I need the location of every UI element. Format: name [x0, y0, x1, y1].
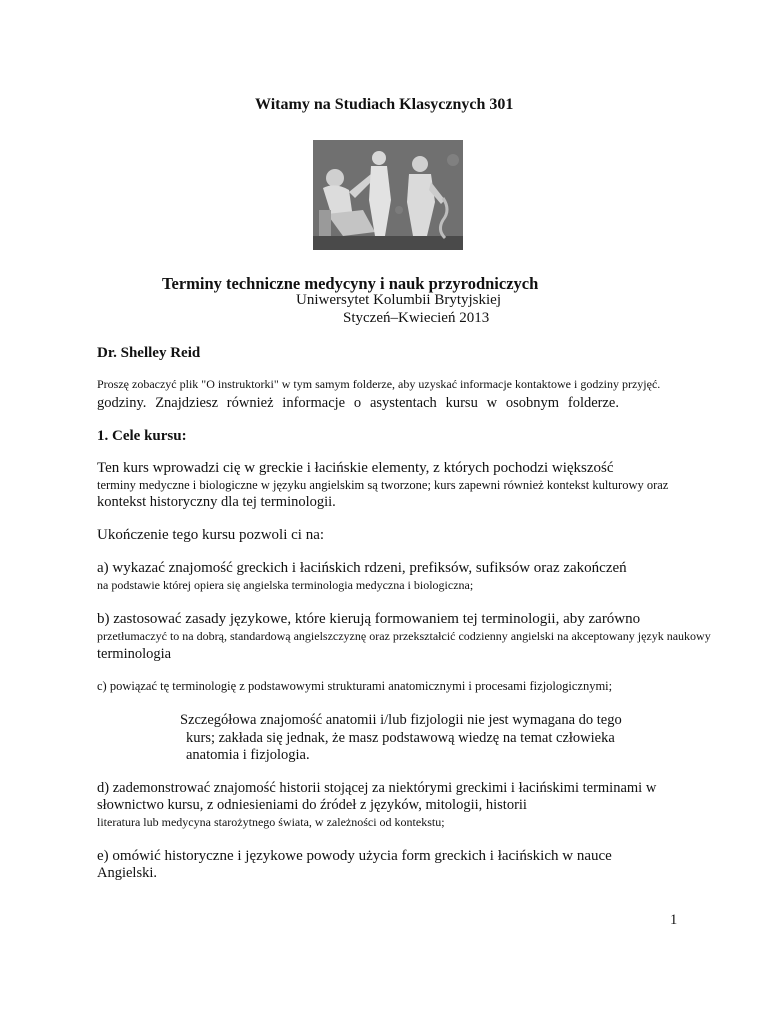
- intro-line1: Ten kurs wprowadzi cię w greckie i łacińskie elementy, z których pochodzi większość: [97, 460, 614, 476]
- relief-illustration: [313, 140, 463, 250]
- course-title: Terminy techniczne medycyny i nauk przyrodniczych: [162, 274, 539, 293]
- instructor-note-line2: godziny. Znajdziesz również informacje o asystentach kursu w osobnym folderze.: [97, 395, 619, 411]
- goal-d-line1: d) zademonstrować znajomość historii stojącej za niektórymi greckimi i łacińskimi terminami w: [97, 780, 657, 796]
- completion-line: Ukończenie tego kursu pozwoli ci na:: [97, 527, 325, 543]
- goal-a-line2: na podstawie której opiera się angielska terminologia medyczna i biologiczna;: [97, 578, 474, 592]
- term-dates: Styczeń–Kwiecień 2013: [343, 310, 490, 326]
- instructor-note-line1: Proszę zobaczyć plik "O instruktorki" w tym samym folderze, aby uzyskać informacje kontaktowe i godziny przyjęć.: [97, 377, 661, 391]
- intro-line2: terminy medyczne i biologiczne w języku angielskim są tworzone; kurs zapewni również kontekst kulturowy oraz: [97, 478, 669, 492]
- goal-d-line2: słownictwo kursu, z odniesieniami do źródeł z języków, mitologii, historii: [97, 797, 527, 813]
- note-line1: Szczegółowa znajomość anatomii i/lub fizjologii nie jest wymagana do tego: [180, 712, 622, 728]
- goal-b-line3: terminologia: [97, 646, 172, 662]
- university-name: Uniwersytet Kolumbii Brytyjskiej: [296, 292, 501, 308]
- page-title: Witamy na Studiach Klasycznych 301: [255, 96, 514, 113]
- relief-image: [313, 140, 463, 250]
- goal-c-line1: c) powiązać tę terminologię z podstawowymi strukturami anatomicznymi i procesami fizjologicznymi;: [97, 679, 613, 693]
- goal-b-line2: przetłumaczyć to na dobrą, standardową angielszczyznę oraz przekształcić codzienny angielski na akceptowany język naukowy: [97, 629, 711, 643]
- page-number: 1: [670, 912, 678, 928]
- goal-e-line2: Angielski.: [97, 865, 158, 881]
- section-heading-goals: 1. Cele kursu:: [97, 428, 187, 444]
- goal-a-line1: a) wykazać znajomość greckich i łacińskich rdzeni, prefiksów, sufiksów oraz zakończeń: [97, 560, 627, 576]
- goal-e-line1: e) omówić historyczne i językowe powody użycia form greckich i łacińskich w nauce: [97, 848, 612, 864]
- goal-d-line3: literatura lub medycyna starożytnego świata, w zależności od kontekstu;: [97, 815, 445, 829]
- instructor-name: Dr. Shelley Reid: [97, 345, 201, 361]
- intro-line3: kontekst historyczny dla tej terminologii.: [97, 494, 336, 510]
- note-line3: anatomia i fizjologia.: [186, 747, 310, 763]
- goal-b-line1: b) zastosować zasady językowe, które kierują formowaniem tej terminologii, aby zarówno: [97, 611, 641, 627]
- note-line2: kurs; zakłada się jednak, że masz podstawową wiedzę na temat człowieka: [186, 730, 615, 746]
